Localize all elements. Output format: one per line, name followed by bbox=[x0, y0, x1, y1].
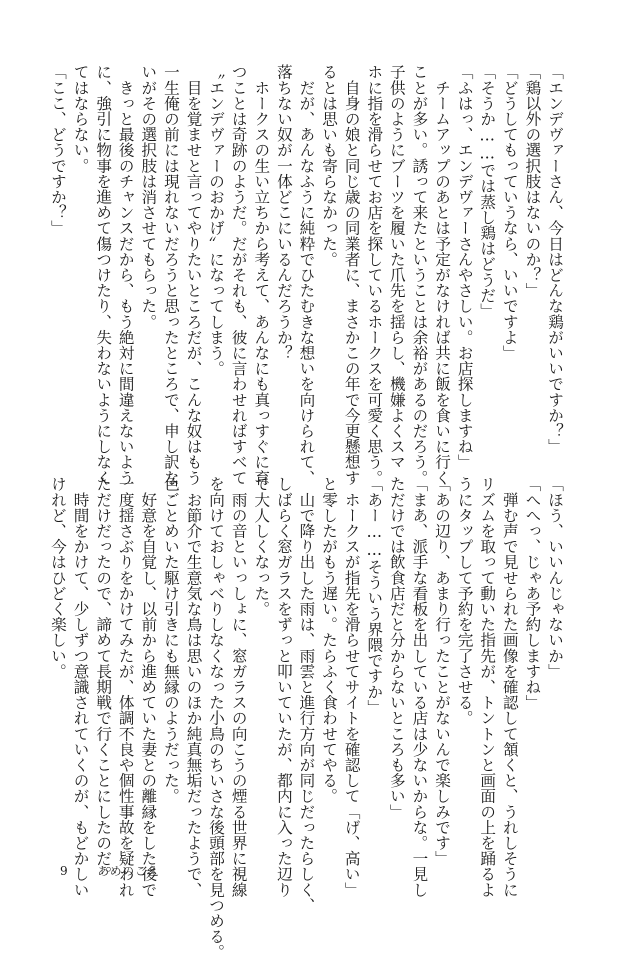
text-line: うにタップして予約を完了させる。 bbox=[455, 476, 474, 726]
text-line: リズムを取って動いた指先が、トントンと画面の上を踊るよ bbox=[478, 476, 497, 898]
text-line: てはならない。 bbox=[71, 64, 90, 174]
text-line: に、強引に物事を進めて傷つけたり、失わないようにしなく bbox=[94, 64, 113, 486]
page-footer bbox=[60, 864, 160, 878]
text-line: 一生俺の前には現れないだろうと思ったところで、申し訳な bbox=[161, 64, 180, 486]
text-line: ホークスの生い立ちから考えて、あんなにも真っすぐに育 bbox=[252, 64, 271, 486]
text-line: お節介で生意気な鳥は思いのほか純真無垢だったようで、 bbox=[184, 476, 203, 898]
text-line: 「ふはっ、エンデヴァーさんやさしい。お店探しますね」 bbox=[455, 64, 474, 470]
text-line: と零したがもう遅い。たらふく食わせてやる。 bbox=[320, 476, 339, 804]
text-line: 自身の娘と同じ歳の同業者に、まさかこの年で今更懸想す bbox=[342, 64, 361, 486]
text-line: けれど、今はひどく楽しい。 bbox=[48, 476, 67, 679]
text-line: つことは奇跡のようだ。だがそれも、彼に言わせればすべて bbox=[229, 64, 248, 486]
running-title: あめのこえ bbox=[97, 864, 160, 878]
text-line: 山で降り出した雨は、雨雲と進行方向が同じだったらしく、 bbox=[297, 476, 316, 913]
text-line: 目を覚ませと言ってやりたいところだが、こんな奴はもう bbox=[184, 64, 203, 486]
text-line: しばらく窓ガラスをずっと叩いていたが、都内に入った辺り bbox=[274, 476, 293, 898]
text-line: 落ちない奴が一体どこにいるんだろうか？ bbox=[274, 64, 293, 361]
text-line: ホに指を滑らせてお店を探しているホークスを可愛く思う。 bbox=[365, 64, 384, 486]
text-line: 「ここ、どうですか？」 bbox=[48, 64, 67, 236]
text-line: 雨の音といっしょに、窓ガラスの向こうの煙る世界に視線 bbox=[229, 476, 248, 898]
text-line: チームアップのあとは予定がなければ共に飯を食いに行く bbox=[433, 64, 452, 486]
page-number: 9 bbox=[60, 864, 68, 878]
text-line: 時間をかけて、少しずつ意識されていくのが、もどかしい bbox=[71, 476, 90, 898]
text-line: 一度揺さぶりをかけてみたが、体調不良や個性事故を疑われ bbox=[116, 476, 135, 898]
text-line: きっと最後のチャンスだから、もう絶対に間違えないよう bbox=[116, 64, 135, 486]
text-column-top bbox=[48, 64, 566, 486]
text-line: 「どうしてもっていうなら、いいですよ」 bbox=[500, 64, 519, 361]
text-line: ことが多い。誘って来たということは余裕があるのだろう。 bbox=[410, 64, 429, 486]
text-line: 「あー……そういう界隈ですか」 bbox=[365, 476, 384, 715]
text-line: 「エンデヴァーさん、今日はどんな鶏がいいですか？」 bbox=[546, 64, 564, 454]
text-line: 「へへっ、じゃあ予約しますね」 bbox=[523, 476, 542, 710]
text-line: 弾む声で見せられた画像を確認して頷くと、うれしそうに bbox=[500, 476, 519, 898]
text-line: 「まあ、派手な看板を出している店は少ないからな。一見し bbox=[410, 476, 429, 898]
text-line: 好意を自覚し、以前から進めていた妻との離縁をした後で bbox=[139, 476, 158, 898]
text-line: 色ごとめいた駆け引きにも無縁のようだった。 bbox=[161, 476, 180, 804]
text-line: ホークスが指先を滑らせてサイトを確認して「げ、高い」 bbox=[342, 476, 361, 898]
text-line: 「あの辺り、あまり行ったことがないんで楽しみです」 bbox=[433, 476, 452, 866]
text-line: を向けておしゃべりしなくなった小鳥のちいさな後頭部を見つめる。 bbox=[207, 476, 226, 960]
text-line: で大人しくなった。 bbox=[252, 476, 271, 617]
text-line: 「ほう、いいんじゃないか」 bbox=[546, 476, 564, 679]
text-line: 「鶏以外の選択肢はないのか？」 bbox=[523, 64, 542, 298]
text-line: いがその選択肢は消させてもらった。 bbox=[139, 64, 158, 330]
text-line: ただけでは飲食店だと分からないところも多い」 bbox=[387, 476, 406, 820]
text-line: だが、あんなふうに純粋でひたむきな想いを向けられて、 bbox=[297, 64, 316, 486]
text-line: 〝エンデヴァーのおかげ〟になってしまう。 bbox=[207, 64, 226, 376]
text-line: るとは思いも寄らなかった。 bbox=[320, 64, 339, 267]
text-line: ただけだったので、諦めて長期戦で行くことにしたのだ。 bbox=[94, 476, 113, 882]
text-line: 子供のようにブーツを履いた爪先を揺らし、機嫌よくスマ bbox=[387, 64, 406, 470]
text-line: 「そうか……では蒸し鶏はどうだ」 bbox=[478, 64, 497, 319]
